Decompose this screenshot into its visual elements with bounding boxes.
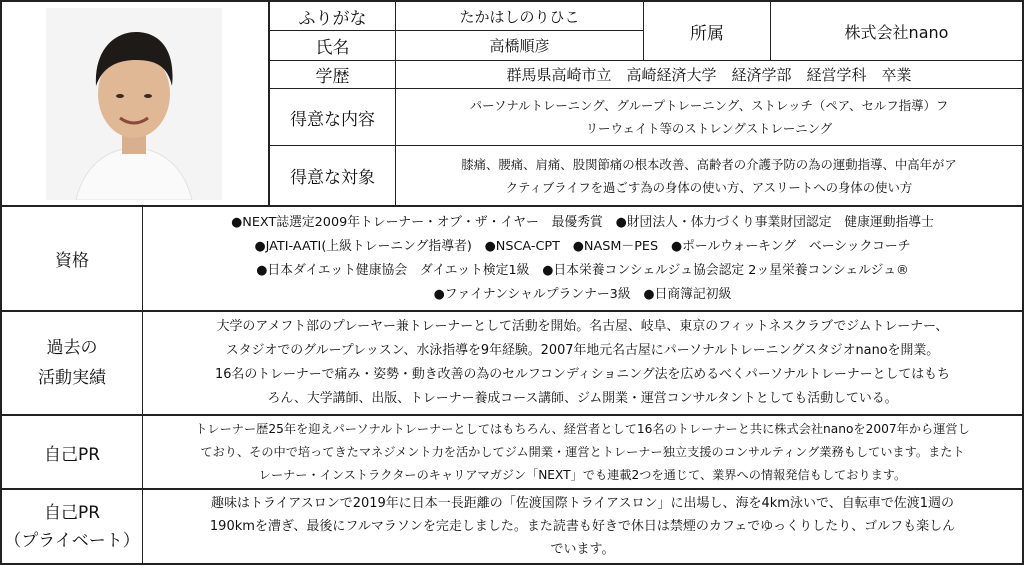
pr-line: レーナー・インストラクターのキャリアマガジン「NEXT」でも連載2つを通じて、業界への情報発信もしております。 bbox=[258, 467, 907, 482]
target-label: 得意な対象 bbox=[290, 168, 375, 188]
history-line: 16名のトレーナーで痛み・姿勢・動き改善の為のセルフコンディショニング法を広めるべくパーソナルトレーナーとしてはもち bbox=[215, 367, 950, 382]
pr-line: ており、その中で培ってきたマネジメント力を活かしてジム開業・運営とトレーナー独立支援のコンサルティング業務もしています。またト bbox=[200, 444, 965, 459]
education-label: 学歴 bbox=[315, 67, 350, 87]
affiliation-value: 株式会社nano bbox=[844, 22, 949, 42]
furigana-value: たかはしのりひこ bbox=[459, 7, 580, 26]
name-value: 高橋順彦 bbox=[489, 37, 550, 55]
qualification-line: ●日本ダイエット健康協会 ダイエット検定1級 ●日本栄養コンシェルジュ協会認定 2ッ星栄養コンシェルジュ® bbox=[256, 262, 909, 278]
specialty-value bbox=[396, 89, 1022, 145]
qualifications-label: 資格 bbox=[55, 251, 89, 271]
target-line: クティブライフを過ごす為の身体の使い方、アスリートへの身体の使い方 bbox=[505, 179, 913, 195]
pr-private-line: 190kmを漕ぎ、最後にフルマラソンを完走しました。また読書も好きで休日は禁煙のカフェでゆっくりしたり、ゴルフも楽しん bbox=[209, 519, 956, 534]
person-avatar-icon bbox=[46, 8, 222, 200]
affiliation-label: 所属 bbox=[690, 23, 724, 44]
history-label bbox=[2, 312, 142, 414]
profile-photo bbox=[46, 8, 222, 200]
target-value bbox=[396, 146, 1022, 205]
history-line: スタジオでのグループレッスン、水泳指導を9年経験。2007年地元名古屋にパーソナルトレーニングスタジオnanoを開業。 bbox=[225, 343, 940, 358]
specialty-line: リーウェイト等のストレングストレーニング bbox=[585, 121, 833, 136]
history-value bbox=[143, 312, 1022, 414]
education-value: 群馬県高崎市立 高崎経済大学 経済学部 経営学科 卒業 bbox=[506, 66, 912, 84]
pr-label: 自己PR bbox=[43, 444, 101, 465]
pr-line: トレーナー歴25年を迎えパーソナルトレーナーとしてはもちろん、経営者として16名のトレーナーと共に株式会社nanoを2007年から運営し bbox=[195, 421, 970, 436]
furigana-label: ふりがな bbox=[298, 8, 367, 29]
pr-private-label-line: 自己PR bbox=[43, 502, 101, 523]
pr-value bbox=[143, 416, 1022, 488]
specialty-line: パーソナルトレーニング、グループトレーニング、ストレッチ（ペア、セルフ指導）フ bbox=[469, 98, 949, 113]
pr-private-label bbox=[2, 490, 142, 563]
name-label: 氏名 bbox=[315, 38, 350, 58]
specialty-label: 得意な内容 bbox=[290, 109, 375, 130]
pr-private-value bbox=[143, 490, 1022, 563]
qualification-line: ●JATI-AATI(上級トレーニング指導者) ●NSCA-CPT ●NASM－PES ●ポールウォーキング ベーシックコーチ bbox=[254, 238, 911, 254]
pr-private-line: 趣味はトライアスロンで2019年に日本一長距離の「佐渡国際トライアスロン」に出場し、海を4km泳いで、自転車で佐渡1週の bbox=[211, 496, 954, 511]
history-label-line: 活動実績 bbox=[38, 368, 106, 388]
qualification-line: ●NEXT誌選定2009年トレーナー・オブ・ザ・イヤー 最優秀賞 ●財団法人・体力づくり事業財団認定 健康運動指導士 bbox=[231, 214, 934, 230]
history-line: ろん、大学講師、出版、トレーナー養成コース講師、ジム開業・運営コンサルタントとしても活動している。 bbox=[267, 391, 898, 406]
pr-private-line: でいます。 bbox=[550, 542, 615, 557]
qualifications-value bbox=[143, 207, 1022, 310]
history-label-line: 過去の bbox=[46, 338, 98, 358]
qualification-line: ●ファイナンシャルプランナー3級 ●日商簿記初級 bbox=[433, 286, 732, 302]
pr-private-label-line: （プライベート） bbox=[4, 530, 140, 551]
history-line: 大学のアメフト部のプレーヤー兼トレーナーとして活動を開始。名古屋、岐阜、東京のフィットネスクラブでジムトレーナー、 bbox=[216, 319, 949, 334]
target-line: 膝痛、腰痛、肩痛、股関節痛の根本改善、高齢者の介護予防の為の運動指導、中高年がア bbox=[461, 156, 957, 172]
